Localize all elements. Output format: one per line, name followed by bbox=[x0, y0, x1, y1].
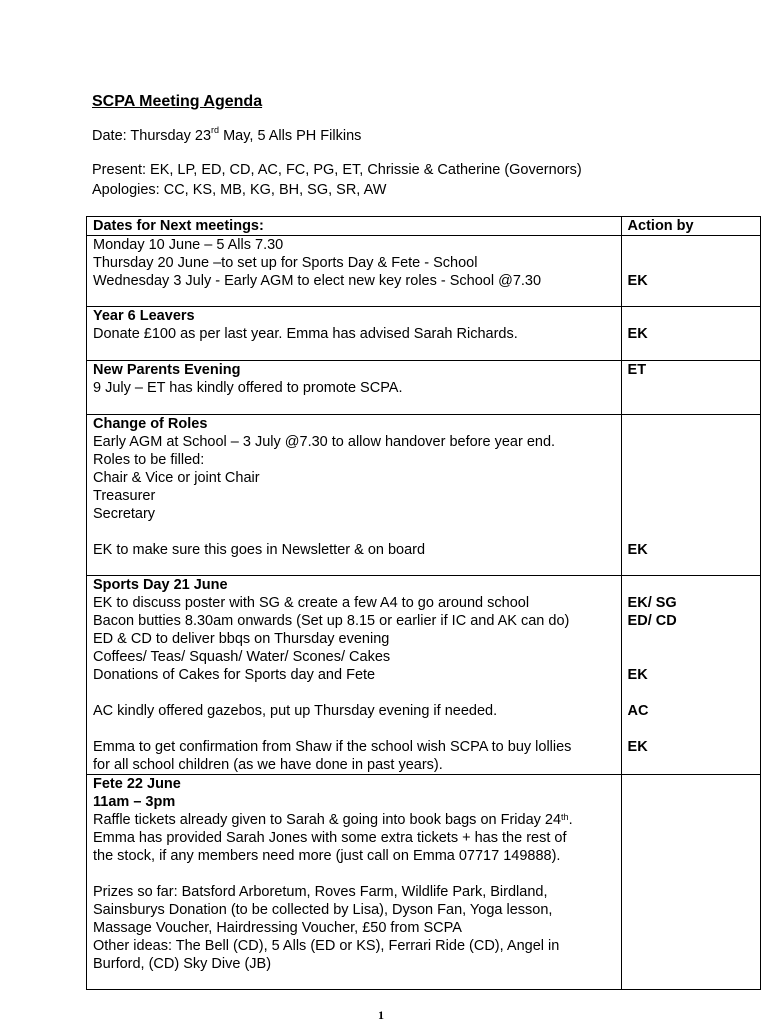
section-line: Coffees/ Teas/ Squash/ Water/ Scones/ Cakes bbox=[93, 649, 391, 665]
action-owner: ET bbox=[627, 362, 647, 378]
agenda-table bbox=[86, 216, 761, 990]
action-owner: AC bbox=[627, 703, 649, 719]
section-line: Wednesday 3 July - Early AGM to elect new key roles - School @7.30 bbox=[93, 273, 542, 289]
section-action bbox=[621, 415, 760, 576]
section-line: the stock, if any members need more (just call on Emma 07717 149888). bbox=[93, 848, 561, 864]
section-action bbox=[621, 775, 760, 990]
section-line: Emma to get confirmation from Shaw if the school wish SCPA to buy lollies bbox=[93, 739, 572, 755]
header-action: Action by bbox=[621, 217, 760, 236]
section-line: Secretary bbox=[93, 506, 156, 522]
page-title: SCPA Meeting Agenda bbox=[92, 93, 263, 110]
meeting-date: Date: Thursday 23rd May, 5 Alls PH Filkins bbox=[92, 125, 362, 144]
section-line: Thursday 20 June –to set up for Sports Day & Fete - School bbox=[93, 255, 478, 271]
section-line: Bacon butties 8.30am onwards (Set up 8.15 or earlier if IC and AK can do) bbox=[93, 613, 570, 629]
section-line: Donate £100 as per last year. Emma has advised Sarah Richards. bbox=[93, 326, 518, 342]
action-owner: EK bbox=[627, 273, 648, 289]
section-line: ED & CD to deliver bbqs on Thursday evening bbox=[93, 631, 390, 647]
section-line bbox=[93, 684, 621, 702]
section-content bbox=[87, 415, 622, 576]
apologies-list: Apologies: CC, KS, MB, KG, BH, SG, SR, AW bbox=[92, 182, 387, 198]
table-header-row bbox=[87, 217, 761, 236]
section-content bbox=[87, 307, 622, 361]
section-subheading: 11am – 3pm bbox=[93, 794, 176, 810]
section-line: Monday 10 June – 5 Alls 7.30 bbox=[93, 237, 284, 253]
action-owner: EK bbox=[627, 542, 648, 558]
section-change-of-roles bbox=[87, 415, 761, 576]
section-action bbox=[621, 236, 760, 307]
section-sports-day bbox=[87, 576, 761, 775]
section-action bbox=[621, 307, 760, 361]
section-line: Donations of Cakes for Sports day and Fete bbox=[93, 667, 376, 683]
section-heading: New Parents Evening bbox=[93, 362, 241, 378]
section-line: Emma has provided Sarah Jones with some extra tickets + has the rest of bbox=[93, 830, 567, 846]
action-owner: EK bbox=[627, 667, 648, 683]
section-action bbox=[621, 361, 760, 415]
present-list: Present: EK, LP, ED, CD, AC, FC, PG, ET, Chrissie & Catherine (Governors) bbox=[92, 162, 582, 178]
section-line bbox=[93, 720, 621, 738]
page-number: 1 bbox=[378, 1008, 384, 1022]
header-item: Dates for Next meetings: bbox=[87, 217, 622, 236]
section-line: Burford, (CD) Sky Dive (JB) bbox=[93, 956, 272, 972]
section-line bbox=[93, 523, 621, 541]
section-content bbox=[87, 361, 622, 415]
section-meetings bbox=[87, 236, 761, 307]
action-owner: EK bbox=[627, 739, 648, 755]
section-line: Other ideas: The Bell (CD), 5 Alls (ED or KS), Ferrari Ride (CD), Angel in bbox=[93, 938, 560, 954]
section-content bbox=[87, 236, 622, 307]
section-heading: Year 6 Leavers bbox=[93, 308, 195, 324]
section-new-parents-evening bbox=[87, 361, 761, 415]
section-line: Massage Voucher, Hairdressing Voucher, £50 from SCPA bbox=[93, 920, 462, 936]
section-heading: Fete 22 June bbox=[93, 776, 181, 792]
section-line: for all school children (as we have done in past years). bbox=[93, 757, 443, 773]
section-line: AC kindly offered gazebos, put up Thursday evening if needed. bbox=[93, 703, 498, 719]
section-line: Roles to be filled: bbox=[93, 452, 205, 468]
action-owner: EK/ SG bbox=[627, 595, 677, 611]
section-year6-leavers bbox=[87, 307, 761, 361]
section-line: Early AGM at School – 3 July @7.30 to allow handover before year end. bbox=[93, 434, 556, 450]
section-line: Chair & Vice or joint Chair bbox=[93, 470, 260, 486]
section-line bbox=[93, 865, 621, 883]
action-owner: EK bbox=[627, 326, 648, 342]
section-line: EK to make sure this goes in Newsletter & on board bbox=[93, 542, 426, 558]
section-content bbox=[87, 775, 622, 990]
section-line: 9 July – ET has kindly offered to promote SCPA. bbox=[93, 380, 403, 396]
section-line: Raffle tickets already given to Sarah & going into book bags on Friday 24th. bbox=[93, 812, 573, 828]
section-line: Sainsburys Donation (to be collected by Lisa), Dyson Fan, Yoga lesson, bbox=[93, 902, 553, 918]
section-fete bbox=[87, 775, 761, 990]
section-content bbox=[87, 576, 622, 775]
section-heading: Sports Day 21 June bbox=[93, 577, 228, 593]
section-line: Prizes so far: Batsford Arboretum, Roves Farm, Wildlife Park, Birdland, bbox=[93, 884, 548, 900]
section-action bbox=[621, 576, 760, 775]
section-heading: Change of Roles bbox=[93, 416, 208, 432]
section-line: Treasurer bbox=[93, 488, 156, 504]
section-line: EK to discuss poster with SG & create a few A4 to go around school bbox=[93, 595, 530, 611]
action-owner: ED/ CD bbox=[627, 613, 677, 629]
